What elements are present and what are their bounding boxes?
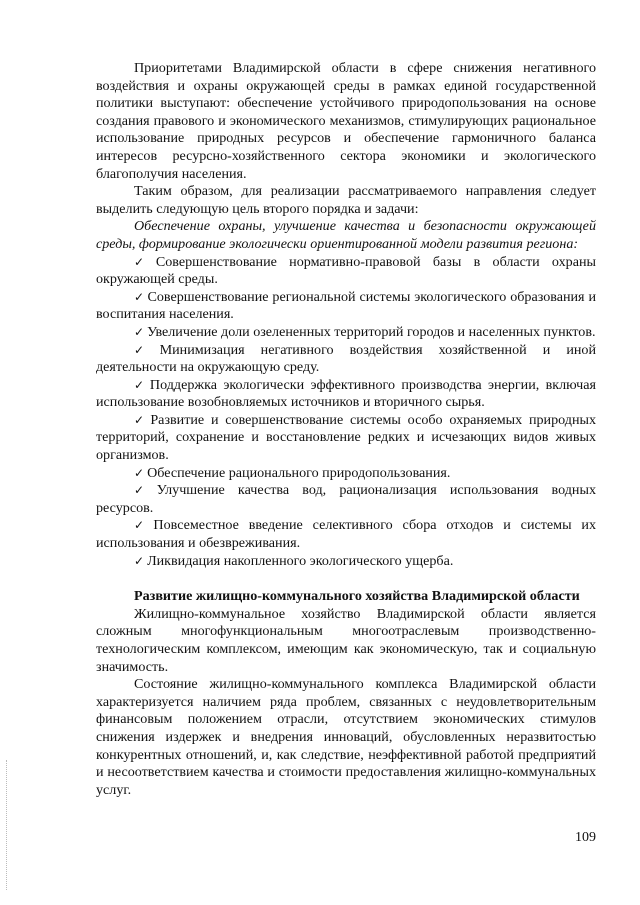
goal-paragraph: Обеспечение охраны, улучшение качества и безопасности окружающей среды, формирование экологически ориентированной модели развития региона: [96,218,596,252]
task-item [96,377,596,412]
task-text: Повсеместное введение селективного сбора отходов и системы их использования и обезвреживания. [96,517,596,552]
task-item [96,465,596,483]
intro-paragraph: Приоритетами Владимирской области в сфере снижения негативного воздействия и охраны окружающей среды в рамках единой государственной политики выступают: обеспечение устойчивого природопользования на основе создания правового и экономического механизмов, стимулирующих рациональное использование природных ресурсов и обеспечение гармоничного баланса интересов ресурсно-хозяйственного сектора экономики и экологического благополучия населения. [96,60,596,182]
checkmark-icon: ✓ [134,377,147,392]
document-page [96,60,596,799]
checkmark-icon: ✓ [134,412,148,427]
checkmark-icon: ✓ [134,483,154,498]
task-list [96,254,596,571]
task-item [96,254,596,289]
section-paragraph-1: Жилищно-коммунальное хозяйство Владимирской области является сложным многофункциональным многоотраслевым производственно-технологическим комплексом, имеющим как экономическую, так и социальную значимость. [96,605,596,675]
task-text: Минимизация негативного воздействия хозяйственной и иной деятельности на окружающую среду. [96,341,597,376]
task-item [96,342,596,377]
task-item [96,289,596,324]
task-item [96,412,596,465]
section-heading: Развитие жилищно-коммунального хозяйства Владимирской области [134,588,580,605]
scan-edge-marks [6,760,9,890]
task-item [96,517,596,552]
task-text: Улучшение качества вод, рационализация использования водных ресурсов. [96,482,596,516]
task-text: Ликвидация накопленного экологического ущерба. [147,552,454,569]
checkmark-icon: ✓ [134,254,153,269]
task-item [96,324,596,342]
task-text: Обеспечение рационального природопользования. [147,464,451,481]
checkmark-icon: ✓ [134,289,145,304]
checkmark-icon: ✓ [134,553,145,568]
task-text: Развитие и совершенствование системы особо охраняемых природных территорий, сохранение и восстановление редких и исчезающих видов живых организмов. [96,411,596,464]
task-text: Поддержка экологически эффективного производства энергии, включая использование возобновляемых источников и вторичного сырья. [96,376,596,411]
task-text: Совершенствование региональной системы экологического образования и воспитания населения. [96,288,596,323]
task-item [96,482,596,517]
task-text: Увеличение доли озелененных территорий городов и населенных пунктов. [147,323,596,340]
lead-paragraph: Таким образом, для реализации рассматриваемого направления следует выделить следующую цель второго порядка и задачи: [96,183,596,217]
page-number: 109 [575,830,596,845]
section-paragraph-2: Состояние жилищно-коммунального комплекса Владимирской области характеризуется наличием ряда проблем, связанных с неудовлетворительным финансовым положением отрасли, отсутствием экономических стимулов снижения издержек и внедрения инноваций, обусловленных неразвитостью конкурентных отношений, и, как следствие, неэффективной работой предприятий и несоответствием качества и стоимости предоставления жилищно-коммунальных услуг. [96,676,596,798]
task-item [96,553,596,571]
task-text: Совершенствование нормативно-правовой базы в области охраны окружающей среды. [96,253,596,288]
checkmark-icon: ✓ [134,518,151,533]
checkmark-icon: ✓ [134,342,157,357]
checkmark-icon: ✓ [134,324,145,339]
checkmark-icon: ✓ [134,465,145,480]
section-spacer [96,570,596,588]
